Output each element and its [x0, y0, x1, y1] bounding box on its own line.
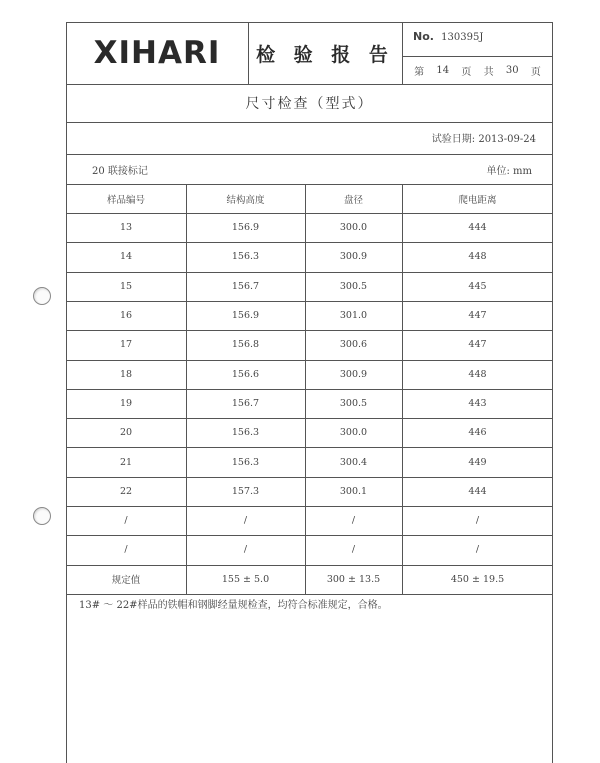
- table-row-cell: 156.3: [231, 456, 260, 468]
- table-row-cell: 445: [468, 280, 487, 292]
- table-row-cell: 300.4: [339, 456, 368, 468]
- report-number-value: 130395J: [441, 32, 484, 43]
- table-row-cell: 449: [468, 456, 487, 468]
- table-row-cell: /: [351, 544, 356, 556]
- page-total: 30: [505, 64, 519, 76]
- table-row-cell: /: [475, 544, 480, 556]
- column-header: 爬电距离: [458, 194, 497, 206]
- table-row-cell: 446: [468, 427, 487, 439]
- rule: [66, 594, 553, 595]
- table-row-cell: 300.6: [339, 339, 368, 351]
- table-row-cell: 156.9: [231, 310, 260, 322]
- table-row-cell: 22: [119, 485, 133, 497]
- column-header: 样品编号: [106, 194, 145, 206]
- table-row-cell: 444: [468, 222, 487, 234]
- table-row-cell: 443: [468, 397, 487, 409]
- table-row-cell: 300.9: [339, 368, 368, 380]
- table-row-cell: 156.6: [231, 368, 260, 380]
- spec-row-cell: 300 ± 13.5: [326, 573, 381, 585]
- table-row-cell: /: [351, 515, 356, 527]
- table-row-cell: 156.9: [231, 222, 260, 234]
- table-row-cell: 444: [468, 485, 487, 497]
- page-label-4: 页: [530, 66, 541, 78]
- table-row-cell: 156.8: [231, 339, 260, 351]
- punch-hole-bottom: [33, 507, 51, 525]
- table-row-cell: /: [243, 515, 248, 527]
- table-row-cell: 17: [119, 339, 133, 351]
- rule: [66, 122, 553, 123]
- table-row-cell: 156.3: [231, 427, 260, 439]
- page-info: [402, 56, 553, 84]
- table-row-cell: 300.9: [339, 251, 368, 263]
- table-row-cell: 300.0: [339, 427, 368, 439]
- table-row-cell: 448: [468, 251, 487, 263]
- column-header: 盘径: [343, 194, 363, 206]
- column-header: 结构高度: [226, 194, 265, 206]
- spec-row-cell: 450 ± 19.5: [450, 573, 505, 585]
- table-row-cell: 300.5: [339, 280, 368, 292]
- table-row-cell: 15: [119, 280, 133, 292]
- spec-row-cell: 155 ± 5.0: [221, 573, 270, 585]
- table-row-cell: 14: [119, 251, 133, 263]
- table-row-cell: /: [124, 515, 128, 527]
- table-row-cell: /: [475, 515, 480, 527]
- table-row-cell: 156.3: [231, 251, 260, 263]
- table-row-cell: 13: [119, 222, 133, 234]
- report-title: 检 验 报 告: [256, 43, 394, 66]
- conclusion-note: [79, 596, 388, 611]
- table-row-cell: 18: [119, 368, 133, 380]
- page-current: 14: [436, 64, 450, 76]
- note-text: 13# ～ 22#样品的铁帽和钢脚经量规检查，均符合标准规定，合格。: [79, 600, 388, 611]
- table-row-cell: 448: [468, 368, 487, 380]
- marking-label: 20 联接标记: [92, 166, 148, 177]
- rule: [66, 154, 553, 155]
- page-label-1: 第: [414, 66, 425, 78]
- spec-row-cell: 规定值: [111, 575, 141, 587]
- table-row-cell: 21: [119, 456, 133, 468]
- table-row-cell: /: [124, 544, 128, 556]
- test-date: 试验日期: 2013-09-24: [431, 134, 536, 145]
- report-number-label: No.: [413, 30, 434, 43]
- table-row-cell: 16: [119, 310, 133, 322]
- table-row-cell: 156.7: [231, 280, 260, 292]
- table-row-cell: 300.5: [339, 397, 368, 409]
- table-row-cell: 447: [468, 310, 487, 322]
- table-row-cell: 300.1: [339, 485, 368, 497]
- page-label-2: 页: [461, 66, 472, 78]
- unit-label: 单位: mm: [486, 166, 532, 177]
- table-row-cell: /: [243, 544, 248, 556]
- page-label-3: 共: [483, 66, 494, 78]
- report-number: [413, 30, 483, 43]
- table-row-cell: 301.0: [339, 310, 368, 322]
- company-logo: XIHARI: [93, 35, 221, 71]
- table-row-cell: 447: [468, 339, 487, 351]
- table-row-cell: 157.3: [231, 485, 260, 497]
- table-row-cell: 156.7: [231, 397, 260, 409]
- table-row-cell: 19: [119, 397, 133, 409]
- table-row-cell: 300.0: [339, 222, 368, 234]
- table-row-cell: 20: [119, 427, 133, 439]
- punch-hole-top: [33, 287, 51, 305]
- section-title: 尺寸检查（型式）: [245, 96, 374, 112]
